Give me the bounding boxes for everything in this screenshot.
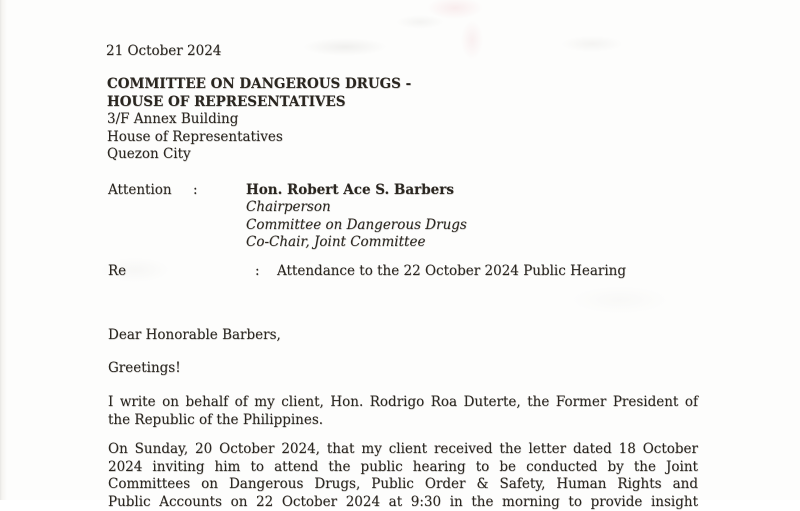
attention-title: Chairperson — [246, 199, 331, 216]
attention-title: Co-Chair, Joint Committee — [246, 233, 426, 250]
body-paragraph-2 — [108, 441, 698, 511]
attention-title: Committee on Dangerous Drugs — [246, 216, 467, 233]
re-subject: Attendance to the 22 October 2024 Public Hearing — [277, 263, 627, 279]
recipient-address-line: 3/F Annex Building — [107, 111, 239, 128]
body-line: the Republic of the Philippines. — [108, 412, 324, 428]
recipient-address-line: House of Representatives — [107, 128, 283, 145]
letter-date: 21 October 2024 — [106, 43, 222, 59]
re-colon: : — [255, 263, 260, 279]
body-line-clipped: Public Accounts on 22 October 2024 at 9:30 in the morning to provide insight — [108, 493, 698, 510]
salutation: Dear Honorable Barbers, — [108, 327, 281, 343]
body-line: I write on behalf of my client, Hon. Rodrigo Roa Duterte, the Former President of — [108, 394, 698, 410]
attention-label: Attention — [108, 182, 172, 198]
body-line: Committees on Dangerous Drugs, Public Order & Safety, Human Rights and — [108, 476, 698, 493]
attention-name: Hon. Robert Ace S. Barbers — [246, 182, 454, 198]
recipient-block — [107, 76, 411, 164]
body-paragraph-1 — [108, 393, 698, 429]
attention-value-block — [246, 182, 467, 251]
greeting-line: Greetings! — [108, 360, 181, 376]
attention-colon: : — [193, 182, 198, 198]
body-line: On Sunday, 20 October 2024, that my client received the letter dated 18 October — [108, 441, 698, 457]
recipient-address-line: Quezon City — [107, 146, 191, 163]
recipient-org-committee: COMMITTEE ON DANGEROUS DRUGS - — [107, 76, 412, 92]
body-line: 2024 inviting him to attend the public hearing to be conducted by the Joint — [108, 458, 698, 475]
recipient-org-house: HOUSE OF REPRESENTATIVES — [107, 93, 346, 110]
re-label: Re — [108, 263, 127, 279]
